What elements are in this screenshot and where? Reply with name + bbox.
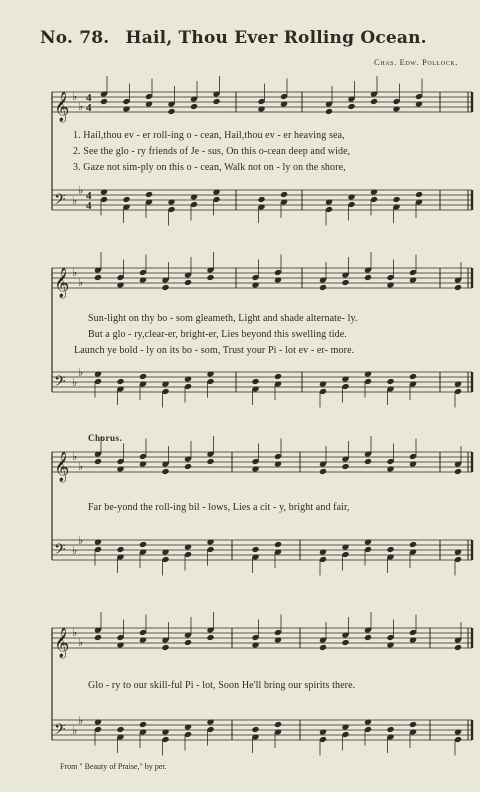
bass-clef: 𝄢 xyxy=(54,373,66,394)
time-signature: 4 xyxy=(86,92,92,104)
notehead xyxy=(392,105,400,112)
notehead xyxy=(161,644,169,651)
lyric-line: Far be-yond the roll-ing bil - lows, Lies a cit - y, bright and fair, xyxy=(88,502,350,513)
notehead xyxy=(364,458,372,465)
notehead xyxy=(251,378,259,385)
key-flat: ♭ xyxy=(72,267,78,279)
notehead xyxy=(167,198,175,205)
treble-clef: 𝄞 xyxy=(54,92,70,122)
composer-credit: Chas. Edw. Pollock. xyxy=(374,57,458,67)
notehead xyxy=(319,284,327,291)
notehead xyxy=(251,726,259,733)
notehead xyxy=(94,634,102,641)
notehead xyxy=(274,276,282,283)
notehead xyxy=(212,188,220,195)
key-flat: ♭ xyxy=(78,637,84,649)
notehead xyxy=(190,103,198,110)
lyric-line: Launch ye bold - ly on its bo - som, Trust your Pi - lot ev - er- more. xyxy=(74,345,355,356)
treble-clef: 𝄞 xyxy=(54,628,70,658)
notehead xyxy=(341,375,349,382)
notehead xyxy=(161,380,169,387)
notehead xyxy=(139,373,147,380)
notehead xyxy=(94,274,102,281)
notehead xyxy=(251,465,259,472)
notehead xyxy=(139,636,147,643)
treble-clef: 𝄞 xyxy=(54,452,70,482)
notehead xyxy=(386,378,394,385)
hymn-title: Hail, Thou Ever Rolling Ocean. xyxy=(125,28,427,48)
notehead xyxy=(94,718,102,725)
notehead xyxy=(415,100,423,107)
notehead xyxy=(409,276,417,283)
notehead xyxy=(167,108,175,115)
notehead xyxy=(116,726,124,733)
notehead xyxy=(364,274,372,281)
notehead xyxy=(364,718,372,725)
notehead xyxy=(184,279,192,286)
key-flat: ♭ xyxy=(78,101,84,113)
lyric-line: 3. Gaze not sim-ply on this o - cean, Walk not on - ly on the shore, xyxy=(73,162,346,173)
notehead xyxy=(161,284,169,291)
notehead xyxy=(341,639,349,646)
notehead xyxy=(206,538,214,545)
lyric-line: 1. Hail,thou ev - er roll-ing o - cean, Hail,thou ev - er heaving sea, xyxy=(73,130,345,141)
notehead xyxy=(274,721,282,728)
key-flat: ♭ xyxy=(78,185,84,197)
key-flat: ♭ xyxy=(78,535,84,547)
notehead xyxy=(161,728,169,735)
notehead xyxy=(161,548,169,555)
notehead xyxy=(116,465,124,472)
notehead xyxy=(415,191,423,198)
treble-clef: 𝄞 xyxy=(54,268,70,298)
notehead xyxy=(364,634,372,641)
notehead xyxy=(364,538,372,545)
bass-clef: 𝄢 xyxy=(54,541,66,562)
notehead xyxy=(139,276,147,283)
notehead xyxy=(184,543,192,550)
key-flat: ♭ xyxy=(72,377,78,389)
notehead xyxy=(251,281,259,288)
notehead xyxy=(274,636,282,643)
key-flat: ♭ xyxy=(72,451,78,463)
notehead xyxy=(274,541,282,548)
notehead xyxy=(139,721,147,728)
notehead xyxy=(386,726,394,733)
notehead xyxy=(161,468,169,475)
notehead xyxy=(274,460,282,467)
source-footnote: From " Beauty of Praise," by per. xyxy=(60,762,167,771)
chorus-label: Chorus. xyxy=(88,433,123,443)
notehead xyxy=(274,373,282,380)
key-flat: ♭ xyxy=(72,195,78,207)
notehead xyxy=(100,98,108,105)
notehead xyxy=(206,370,214,377)
lyric-line: Sun-light on thy bo - som gleameth, Light and shade alternate- ly. xyxy=(88,313,358,324)
notehead xyxy=(184,723,192,730)
notehead xyxy=(139,541,147,548)
notehead xyxy=(319,548,327,555)
notehead xyxy=(251,641,259,648)
notehead xyxy=(139,460,147,467)
key-flat: ♭ xyxy=(78,277,84,289)
notehead xyxy=(116,378,124,385)
notehead xyxy=(347,103,355,110)
notehead xyxy=(409,721,417,728)
notehead xyxy=(347,193,355,200)
notehead xyxy=(145,191,153,198)
notehead xyxy=(319,728,327,735)
notehead xyxy=(190,193,198,200)
notehead xyxy=(94,458,102,465)
notehead xyxy=(364,370,372,377)
lyric-line: 2. See the glo - ry friends of Je - sus, On this o-cean deep and wide, xyxy=(73,146,351,157)
bass-clef: 𝄢 xyxy=(54,191,66,212)
notehead xyxy=(94,370,102,377)
key-flat: ♭ xyxy=(78,715,84,727)
notehead xyxy=(454,468,462,475)
key-flat: ♭ xyxy=(72,725,78,737)
key-flat: ♭ xyxy=(72,627,78,639)
notehead xyxy=(325,108,333,115)
notehead xyxy=(94,538,102,545)
key-flat: ♭ xyxy=(72,91,78,103)
notehead xyxy=(409,541,417,548)
notehead xyxy=(341,543,349,550)
notehead xyxy=(116,281,124,288)
key-flat: ♭ xyxy=(72,545,78,557)
notehead xyxy=(386,281,394,288)
notehead xyxy=(454,728,462,735)
notehead xyxy=(386,546,394,553)
lyric-line: But a glo - ry,clear-er, bright-er, Lies beyond this swelling tide. xyxy=(88,329,347,340)
notehead xyxy=(206,634,214,641)
notehead xyxy=(206,718,214,725)
notehead xyxy=(100,188,108,195)
notehead xyxy=(454,548,462,555)
notehead xyxy=(184,639,192,646)
notehead xyxy=(212,98,220,105)
notehead xyxy=(409,373,417,380)
notehead xyxy=(386,641,394,648)
notehead xyxy=(206,458,214,465)
notehead xyxy=(392,196,400,203)
notehead xyxy=(206,274,214,281)
notehead xyxy=(325,198,333,205)
key-flat: ♭ xyxy=(78,367,84,379)
notehead xyxy=(409,460,417,467)
lyric-line: Glo - ry to our skill-ful Pi - lot, Soon He'll bring our spirits there. xyxy=(88,680,356,691)
notehead xyxy=(319,380,327,387)
notehead xyxy=(341,279,349,286)
notehead xyxy=(184,463,192,470)
notehead xyxy=(386,465,394,472)
hymn-number: No. 78. xyxy=(40,28,110,48)
time-signature: 4 xyxy=(86,190,92,202)
bass-clef: 𝄢 xyxy=(54,721,66,742)
notehead xyxy=(257,196,265,203)
notehead xyxy=(145,100,153,107)
notehead xyxy=(341,723,349,730)
notehead xyxy=(454,644,462,651)
notehead xyxy=(184,375,192,382)
notehead xyxy=(280,191,288,198)
notehead xyxy=(454,284,462,291)
time-signature: 4 xyxy=(86,102,92,114)
notehead xyxy=(122,105,130,112)
notehead xyxy=(454,380,462,387)
notehead xyxy=(122,196,130,203)
notehead xyxy=(319,468,327,475)
notehead xyxy=(116,641,124,648)
notehead xyxy=(257,105,265,112)
time-signature: 4 xyxy=(86,200,92,212)
notehead xyxy=(409,636,417,643)
notehead xyxy=(370,188,378,195)
notehead xyxy=(116,546,124,553)
notehead xyxy=(251,546,259,553)
notehead xyxy=(319,644,327,651)
notehead xyxy=(280,100,288,107)
key-flat: ♭ xyxy=(78,461,84,473)
notehead xyxy=(341,463,349,470)
notehead xyxy=(370,98,378,105)
